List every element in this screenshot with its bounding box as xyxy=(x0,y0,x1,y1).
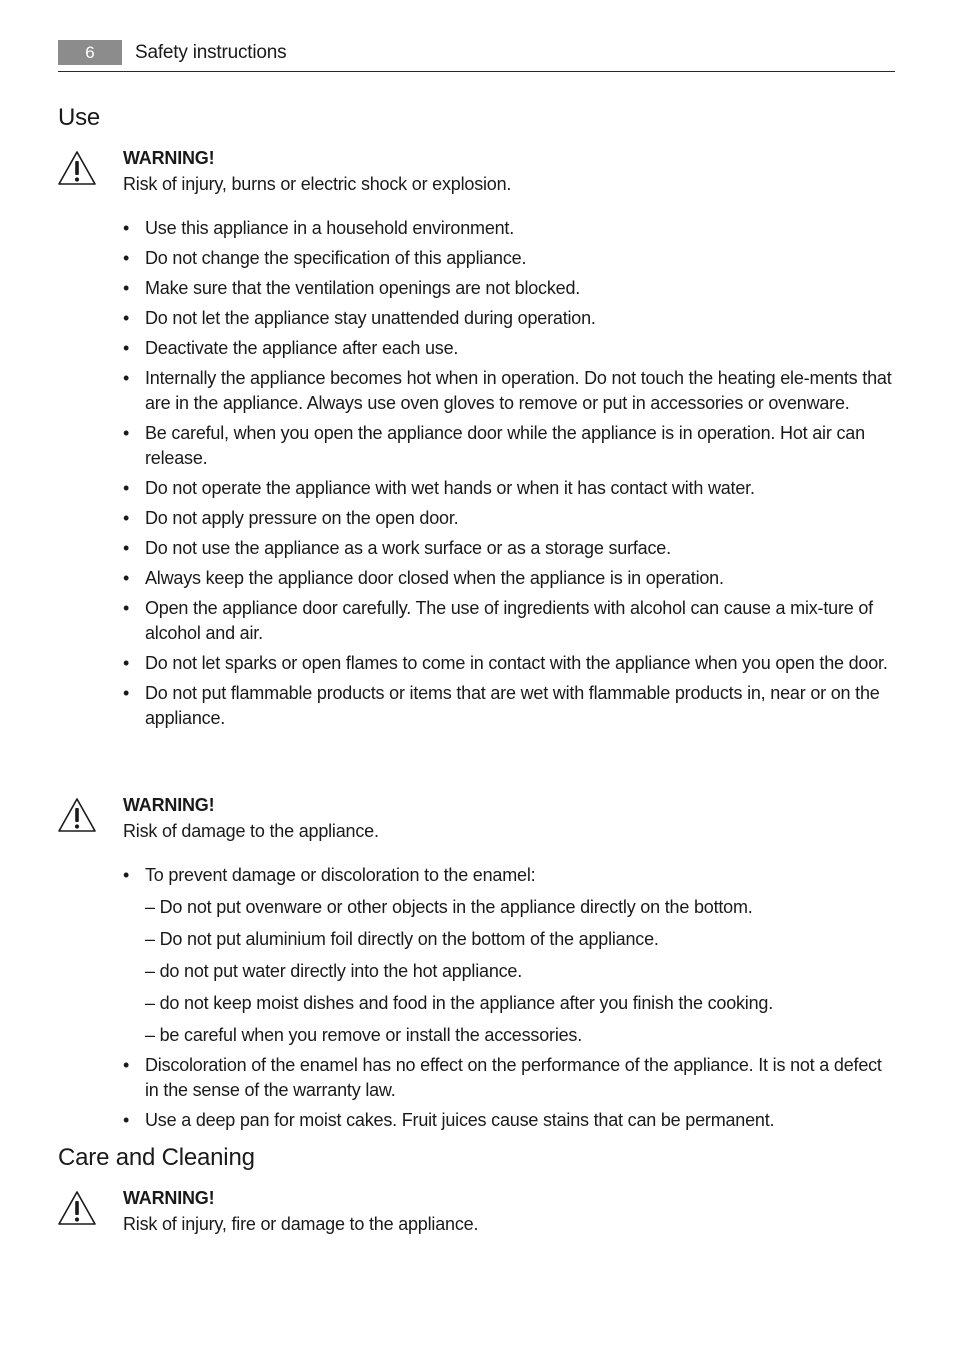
warning-triangle-icon xyxy=(57,150,97,186)
list-item: • Use a deep pan for moist cakes. Fruit juices cause stains that can be permanent. xyxy=(123,1108,895,1133)
sub-list-item: – be careful when you remove or install the accessories. xyxy=(145,1025,583,1045)
list-item: • Open the appliance door carefully. The use of ingredients with alcohol can cause a mix-ture of alcohol and air. xyxy=(123,596,895,646)
list-item: • Do not put flammable products or items that are wet with flammable products in, near or on the appliance. xyxy=(123,681,895,731)
warning-title: WARNING! xyxy=(123,1188,215,1208)
section-title-use: Use xyxy=(58,104,101,131)
section-title-care-cleaning: Care and Cleaning xyxy=(58,1144,255,1171)
warning-block xyxy=(123,793,893,843)
list-item: • Be careful, when you open the appliance door while the appliance is in operation. Hot air can release. xyxy=(123,421,895,471)
list-item: • Always keep the appliance door closed when the appliance is in operation. xyxy=(123,566,895,591)
sub-list-item: – do not keep moist dishes and food in the appliance after you finish the cooking. xyxy=(145,993,774,1013)
warning-text: Risk of damage to the appliance. xyxy=(123,821,379,841)
list-item: • Use this appliance in a household environment. xyxy=(123,216,895,241)
sub-list-item: – Do not put ovenware or other objects in the appliance directly on the bottom. xyxy=(145,897,753,917)
list-item: • Make sure that the ventilation openings are not blocked. xyxy=(123,276,895,301)
sub-list xyxy=(145,895,895,1048)
warning-block xyxy=(123,146,893,196)
list-item: • Do not let the appliance stay unattended during operation. xyxy=(123,306,895,331)
warning-triangle-icon xyxy=(57,797,97,833)
warning-block xyxy=(123,1186,893,1236)
list-item: • Internally the appliance becomes hot when in operation. Do not touch the heating ele-ments that are in the appliance. Always use oven gloves to remove or put in accessories or ovenware. xyxy=(123,366,895,416)
list-item: • Do not let sparks or open flames to come in contact with the appliance when you open the door. xyxy=(123,651,895,676)
list-item-text: To prevent damage or discoloration to the enamel: xyxy=(145,865,536,885)
list-item: • Discoloration of the enamel has no effect on the performance of the appliance. It is not a defect in the sense of the warranty law. xyxy=(123,1053,895,1103)
list-item: • Do not change the specification of this appliance. xyxy=(123,246,895,271)
page-header xyxy=(58,40,895,72)
list-item: • Do not operate the appliance with wet hands or when it has contact with water. xyxy=(123,476,895,501)
warning-triangle-icon xyxy=(57,1190,97,1226)
use-instructions-list xyxy=(123,216,895,736)
sub-list-item: – Do not put aluminium foil directly on the bottom of the appliance. xyxy=(145,929,659,949)
list-item: • Do not use the appliance as a work surface or as a storage surface. xyxy=(123,536,895,561)
warning-text: Risk of injury, fire or damage to the appliance. xyxy=(123,1214,479,1234)
warning-text: Risk of injury, burns or electric shock or explosion. xyxy=(123,174,512,194)
page-number: 6 xyxy=(58,40,122,65)
sub-list-item: – do not put water directly into the hot appliance. xyxy=(145,961,523,981)
warning-title: WARNING! xyxy=(123,148,215,168)
list-item: • Do not apply pressure on the open door. xyxy=(123,506,895,531)
warning-title: WARNING! xyxy=(123,795,215,815)
list-item xyxy=(123,863,895,1048)
enamel-instructions-list xyxy=(123,863,895,1138)
header-section-title: Safety instructions xyxy=(135,42,287,63)
list-item: • Deactivate the appliance after each use. xyxy=(123,336,895,361)
